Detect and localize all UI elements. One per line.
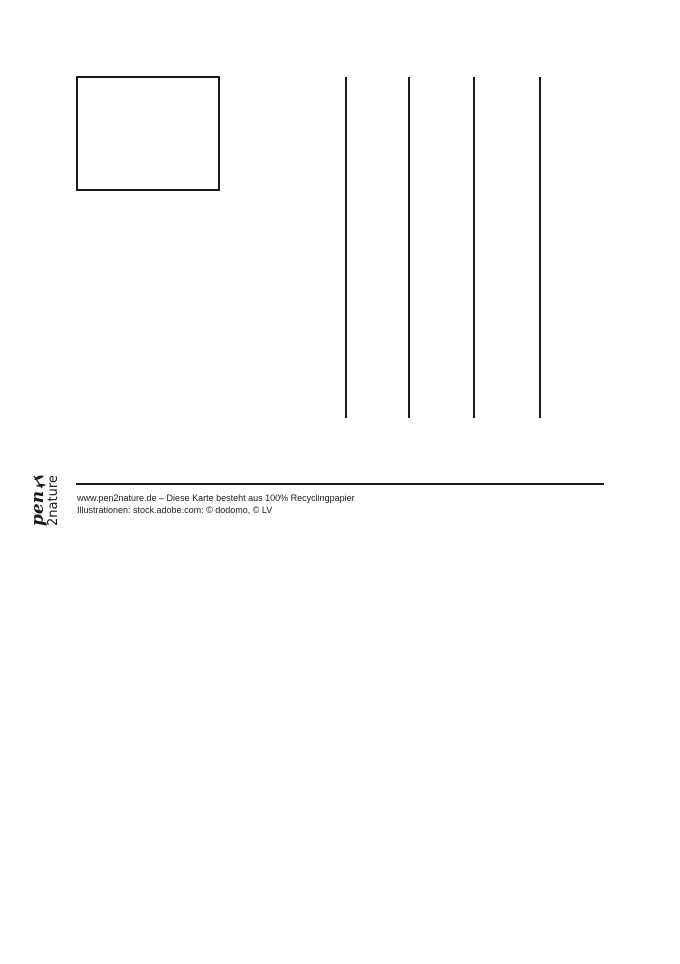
- logo-word-pen: pen: [28, 490, 48, 526]
- logo-word-2nature: 2nature: [46, 475, 61, 526]
- footer-credits: [77, 492, 355, 516]
- footer-line-illustrations: Illustrationen: stock.adobe.com: © dodomo, © LV: [77, 505, 273, 515]
- leaf-icon: [34, 476, 46, 489]
- pen2nature-logo: [22, 444, 64, 528]
- footer-divider: [76, 483, 604, 485]
- footer-line-website: www.pen2nature.de – Diese Karte besteht aus 100% Recyclingpapier: [77, 493, 355, 503]
- address-line: [539, 77, 541, 418]
- address-line: [473, 77, 475, 418]
- address-line: [345, 77, 347, 418]
- address-line: [408, 77, 410, 418]
- stamp-box: [76, 76, 220, 191]
